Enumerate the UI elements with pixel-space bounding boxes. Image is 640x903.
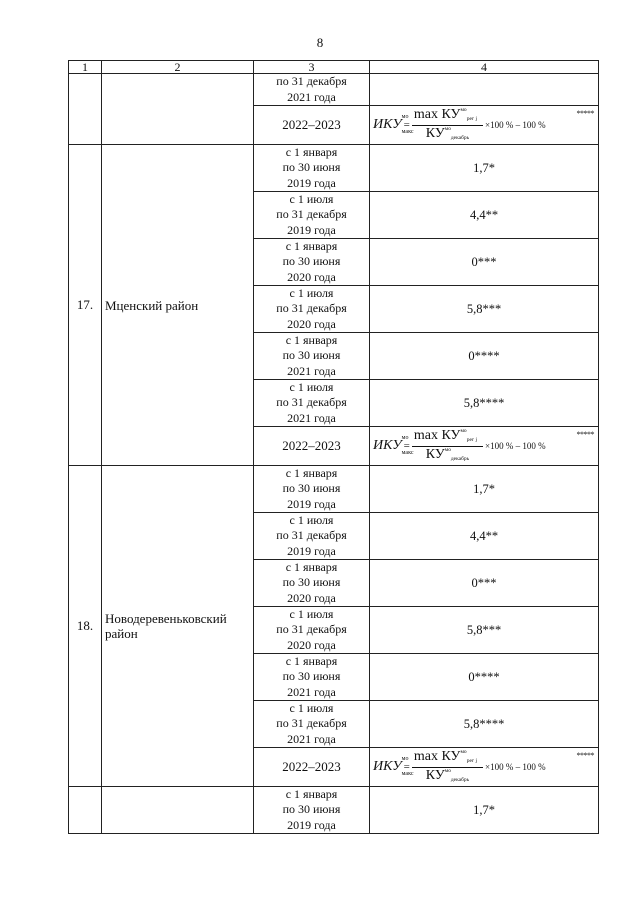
index-formula: ИКУ мо макс = $\frac{\max КУ^{мо}рег j}{КУ^{мо}декабрь}$ ×100 % – 100 % (373, 427, 546, 462)
period-line: по 30 июня (282, 669, 341, 684)
value-cell: 1,7* (370, 145, 599, 192)
formula-cell (370, 106, 599, 145)
period-cell (254, 466, 370, 513)
number-cell-empty (69, 74, 102, 145)
period-cell (254, 286, 370, 333)
period-line: 2021 года (287, 731, 336, 746)
number-cell-empty (69, 787, 102, 834)
period-line: по 31 декабря (276, 622, 347, 637)
period-line: с 1 января (285, 654, 338, 669)
value-cell-empty (370, 74, 599, 106)
table-body (69, 74, 599, 834)
period-line: 2021 года (287, 684, 336, 699)
period-line: 2019 года (287, 222, 336, 237)
period-line: по 31 декабря (276, 207, 347, 222)
period-line: 2019 года (287, 543, 336, 558)
name-cell-empty (102, 787, 254, 834)
formula-lhs: ИКУ мо макс (373, 114, 414, 135)
formula-fraction: $\frac{\max КУ^{мо}рег j}{КУ^{мо}декабрь}$ (412, 429, 483, 464)
period-cell (254, 192, 370, 239)
value-cell: 0**** (370, 654, 599, 701)
period-cell-final: 2022–2023 (254, 748, 370, 787)
period-line: по 30 июня (282, 575, 341, 590)
period-line: по 31 декабря (276, 301, 347, 316)
period-cell-final: 2022–2023 (254, 427, 370, 466)
period-line: с 1 января (285, 239, 338, 254)
footnote-stars: ***** (576, 109, 594, 118)
period-line: с 1 июля (289, 607, 334, 622)
allowance-table (68, 60, 599, 834)
formula-cell (370, 427, 599, 466)
period-line: с 1 января (285, 466, 338, 481)
page-number: 8 (316, 35, 324, 50)
value-cell: 4,4** (370, 192, 599, 239)
period-line: 2020 года (287, 269, 336, 284)
period-cell-final: 2022–2023 (254, 106, 370, 145)
formula-fraction: $\frac{\max КУ^{мо}рег j}{КУ^{мо}декабрь}$ (412, 750, 483, 785)
district-name: Новодеревеньковский район (102, 466, 254, 787)
value-cell: 5,8*** (370, 607, 599, 654)
table-row (69, 145, 599, 192)
period-line: по 31 декабря (276, 528, 347, 543)
period-cell: по 31 декабря 2021 года (254, 74, 370, 106)
value-cell: 5,8*** (370, 286, 599, 333)
period-cell (254, 701, 370, 748)
period-line: с 1 июля (289, 286, 334, 301)
period-line: 2019 года (287, 817, 336, 832)
column-header-2: 2 (102, 61, 254, 74)
period-line: по 30 июня (282, 160, 341, 175)
value-cell: 1,7* (370, 787, 599, 834)
formula-fraction: $\frac{\max КУ^{мо}рег j}{КУ^{мо}декабрь}$ (412, 108, 483, 143)
period-line: 2021 года (287, 410, 336, 425)
period-line: по 30 июня (282, 802, 341, 817)
period-line: с 1 января (285, 333, 338, 348)
name-cell-empty (102, 74, 254, 145)
index-formula: ИКУ мо макс = $\frac{\max КУ^{мо}рег j}{КУ^{мо}декабрь}$ ×100 % – 100 % (373, 106, 546, 141)
value-cell: 5,8**** (370, 380, 599, 427)
period-line: по 31 декабря (276, 716, 347, 731)
period-line: по 31 декабря (276, 395, 347, 410)
value-cell: 1,7* (370, 466, 599, 513)
value-cell: 0*** (370, 239, 599, 286)
period-cell (254, 239, 370, 286)
period-cell (254, 145, 370, 192)
period-line: с 1 июля (289, 192, 334, 207)
period-line: с 1 июля (289, 380, 334, 395)
district-name: Мценский район (102, 145, 254, 466)
period-line: 2021 года (287, 363, 336, 378)
value-cell: 4,4** (370, 513, 599, 560)
period-cell (254, 333, 370, 380)
footnote-stars: ***** (576, 751, 594, 760)
period-line: с 1 июля (289, 513, 334, 528)
period-cell (254, 654, 370, 701)
period-line: 2019 года (287, 175, 336, 190)
header-row (69, 61, 599, 74)
formula-lhs: ИКУ мо макс (373, 756, 414, 777)
period-line: 2020 года (287, 316, 336, 331)
period-cell (254, 380, 370, 427)
period-cell (254, 513, 370, 560)
period-line: по 30 июня (282, 481, 341, 496)
period-cell (254, 560, 370, 607)
period-line: с 1 января (285, 560, 338, 575)
value-cell: 0*** (370, 560, 599, 607)
value-cell: 0**** (370, 333, 599, 380)
column-header-1: 1 (69, 61, 102, 74)
period-line: по 30 июня (282, 348, 341, 363)
table-row (69, 74, 599, 106)
period-line: 2020 года (287, 590, 336, 605)
table-row (69, 787, 599, 834)
district-number: 17. (69, 145, 102, 466)
period-line: 2020 года (287, 637, 336, 652)
period-line: с 1 января (285, 145, 338, 160)
column-header-3: 3 (254, 61, 370, 74)
period-line: с 1 января (285, 787, 338, 802)
formula-cell (370, 748, 599, 787)
index-formula: ИКУ мо макс = $\frac{\max КУ^{мо}рег j}{КУ^{мо}декабрь}$ ×100 % – 100 % (373, 748, 546, 783)
period-line: по 30 июня (282, 254, 341, 269)
footnote-stars: ***** (576, 430, 594, 439)
district-number: 18. (69, 466, 102, 787)
table-row (69, 466, 599, 513)
period-line: с 1 июля (289, 701, 334, 716)
period-cell (254, 787, 370, 834)
formula-lhs: ИКУ мо макс (373, 435, 414, 456)
column-header-4: 4 (370, 61, 599, 74)
period-line: 2019 года (287, 496, 336, 511)
period-cell (254, 607, 370, 654)
value-cell: 5,8**** (370, 701, 599, 748)
